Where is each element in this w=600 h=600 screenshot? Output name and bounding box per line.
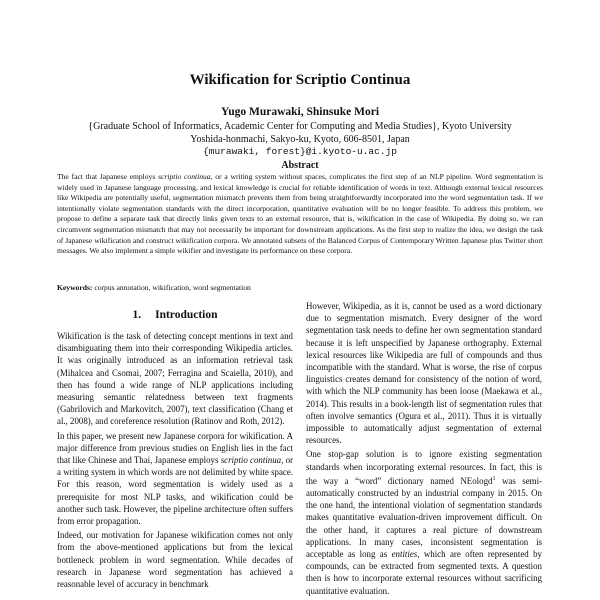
- left-p2-pre: In this paper, we present new Japanese corpora for wikification. A major difference from previous studies on English lies in the fact that like Chinese and Thai, Japanese employs: [57, 430, 293, 466]
- right-column: [306, 300, 542, 600]
- right-paragraph-2: [306, 448, 542, 596]
- abstract-text-pre: The fact that Japanese employs: [57, 172, 159, 181]
- left-paragraph-3: Indeed, our motivation for Japanese wikification comes not only from the above-mentioned applications but from the lexical bottleneck problem in word segmentation. While decades of research in Japanese word segmentation has achieved a reasonable level of accuracy in benchmark: [57, 530, 293, 590]
- abstract-paragraph: [57, 172, 543, 257]
- paper-title: Wikification for Scriptio Continua: [189, 72, 411, 88]
- section-heading-introduction: [57, 309, 293, 321]
- right-p2-post: , which are often represented by compounds, can be extracted from segmented texts. A question then is how to incorporate external resources without sacrificing quantitative evaluation.: [306, 549, 542, 596]
- affiliation-block: [0, 121, 600, 159]
- right-p2-italic-term: entities: [391, 549, 418, 560]
- author-list: Yugo Murawaki, Shinsuke Mori: [220, 106, 380, 118]
- affiliation-line-2: Yoshida-honmachi, Sakyo-ku, Kyoto, 606-8501, Japan: [190, 133, 410, 145]
- right-paragraph-1: However, Wikipedia, as it is, cannot be used as a word dictionary due to segmentation mismatch. Every designer of the word segmentation task needs to define her own segmentation standard because it is left unspecified by Japanese orthography. External lexical resources like Wikipedia are full of compounds and thus incompatible with the standard. What is worse, the rise of corpus linguistics creates demand for consistency of the notion of word, with which the NLP community has been loose (Maekawa et al., 2014). This results in a book-length list of segmentation rules that often involve semantics (Ogura et al., 2011). Thus it is virtually impossible to automatically adjust segmentation of external resources.: [306, 301, 542, 446]
- section-number: 1.: [132, 309, 142, 321]
- keywords-line: [57, 283, 543, 292]
- footnote-marker: 1: [492, 475, 496, 482]
- section-title: Introduction: [155, 309, 218, 321]
- keywords-text: corpus annotation, wikification, word segmentation: [92, 283, 251, 292]
- abstract-body: [57, 172, 543, 257]
- right-p2-mid: was semi-automatically constructed by an industrial company in 2015. On the one hand, the intentional violation of segmentation standards makes quantitative evaluation-driven improvement difficult. On the other hand, it captures a real picture of downstream applications. In many cases, inconsistent segmentation is acceptable as long as: [306, 475, 542, 560]
- author-email: {murawaki, forest}@i.kyoto-u.ac.jp: [203, 146, 397, 157]
- left-paragraph-2: [57, 430, 293, 528]
- abstract-italic-term: scriptio continua: [158, 172, 211, 181]
- keywords-label: Keywords:: [57, 283, 93, 292]
- affiliation-line-1: {Graduate School of Informatics, Academic Center for Computing and Media Studies}, Kyoto University: [88, 121, 512, 132]
- left-p2-italic-term: scriptio continua: [220, 455, 282, 466]
- left-p2-post: , or a writing system in which words are not delimited by white space. For this reason, word segmentation is widely used as a prerequisite for most NLP tasks, and wikification could be another such task. However, the pipeline architecture often suffers from error propagation.: [57, 455, 293, 527]
- right-p2-pre: One stop-gap solution is to ignore existing segmentation standards when incorporating external resources. In fact, this is the way a “word” dictionary named NEologd: [306, 449, 542, 486]
- left-paragraph-1: Wikification is the task of detecting concept mentions in text and disambiguating them into their corresponding Wikipedia articles. It was originally introduced as an information retrieval task (Mihalcea and Csomai, 2007; Ferragina and Scaiella, 2010), and then has found a wide range of NLP applications including measuring semantic relatedness between text fragments (Gabrilovich and Markovitch, 2007), text classification (Chang et al., 2008), and coreference resolution (Ratinov and Roth, 2012).: [57, 331, 293, 427]
- abstract-text-post: , or a writing system without spaces, complicates the first step of an NLP pipeline. Word segmentation is widely used in Japanese language processing, and lexical knowledge is crucial for reliable identification of words in text. Although external lexical resources like Wikipedia are potentially useful, segmentation mismatch prevents them from being straightforwardly incorporated into the word segmentation task. If we intentionally violate segmentation standards with the direct incorporation, quantitative evaluation will be no longer feasible. To address this problem, we propose to define a separate task that directly links given texts to an external resource, that is, wikification in the case of Wikipedia. By doing so, we can circumvent segmentation mismatch that may not necessarily be important for downstream applications. As the first step to realize the idea, we design the task of Japanese wikification and construct wikification corpora. We annotated subsets of the Balanced Corpus of Contemporary Written Japanese plus Twitter short messages. We also implement a simple wikifier and investigate its performance on these corpora.: [57, 172, 543, 256]
- abstract-heading: Abstract: [281, 160, 319, 171]
- left-column: [57, 330, 293, 600]
